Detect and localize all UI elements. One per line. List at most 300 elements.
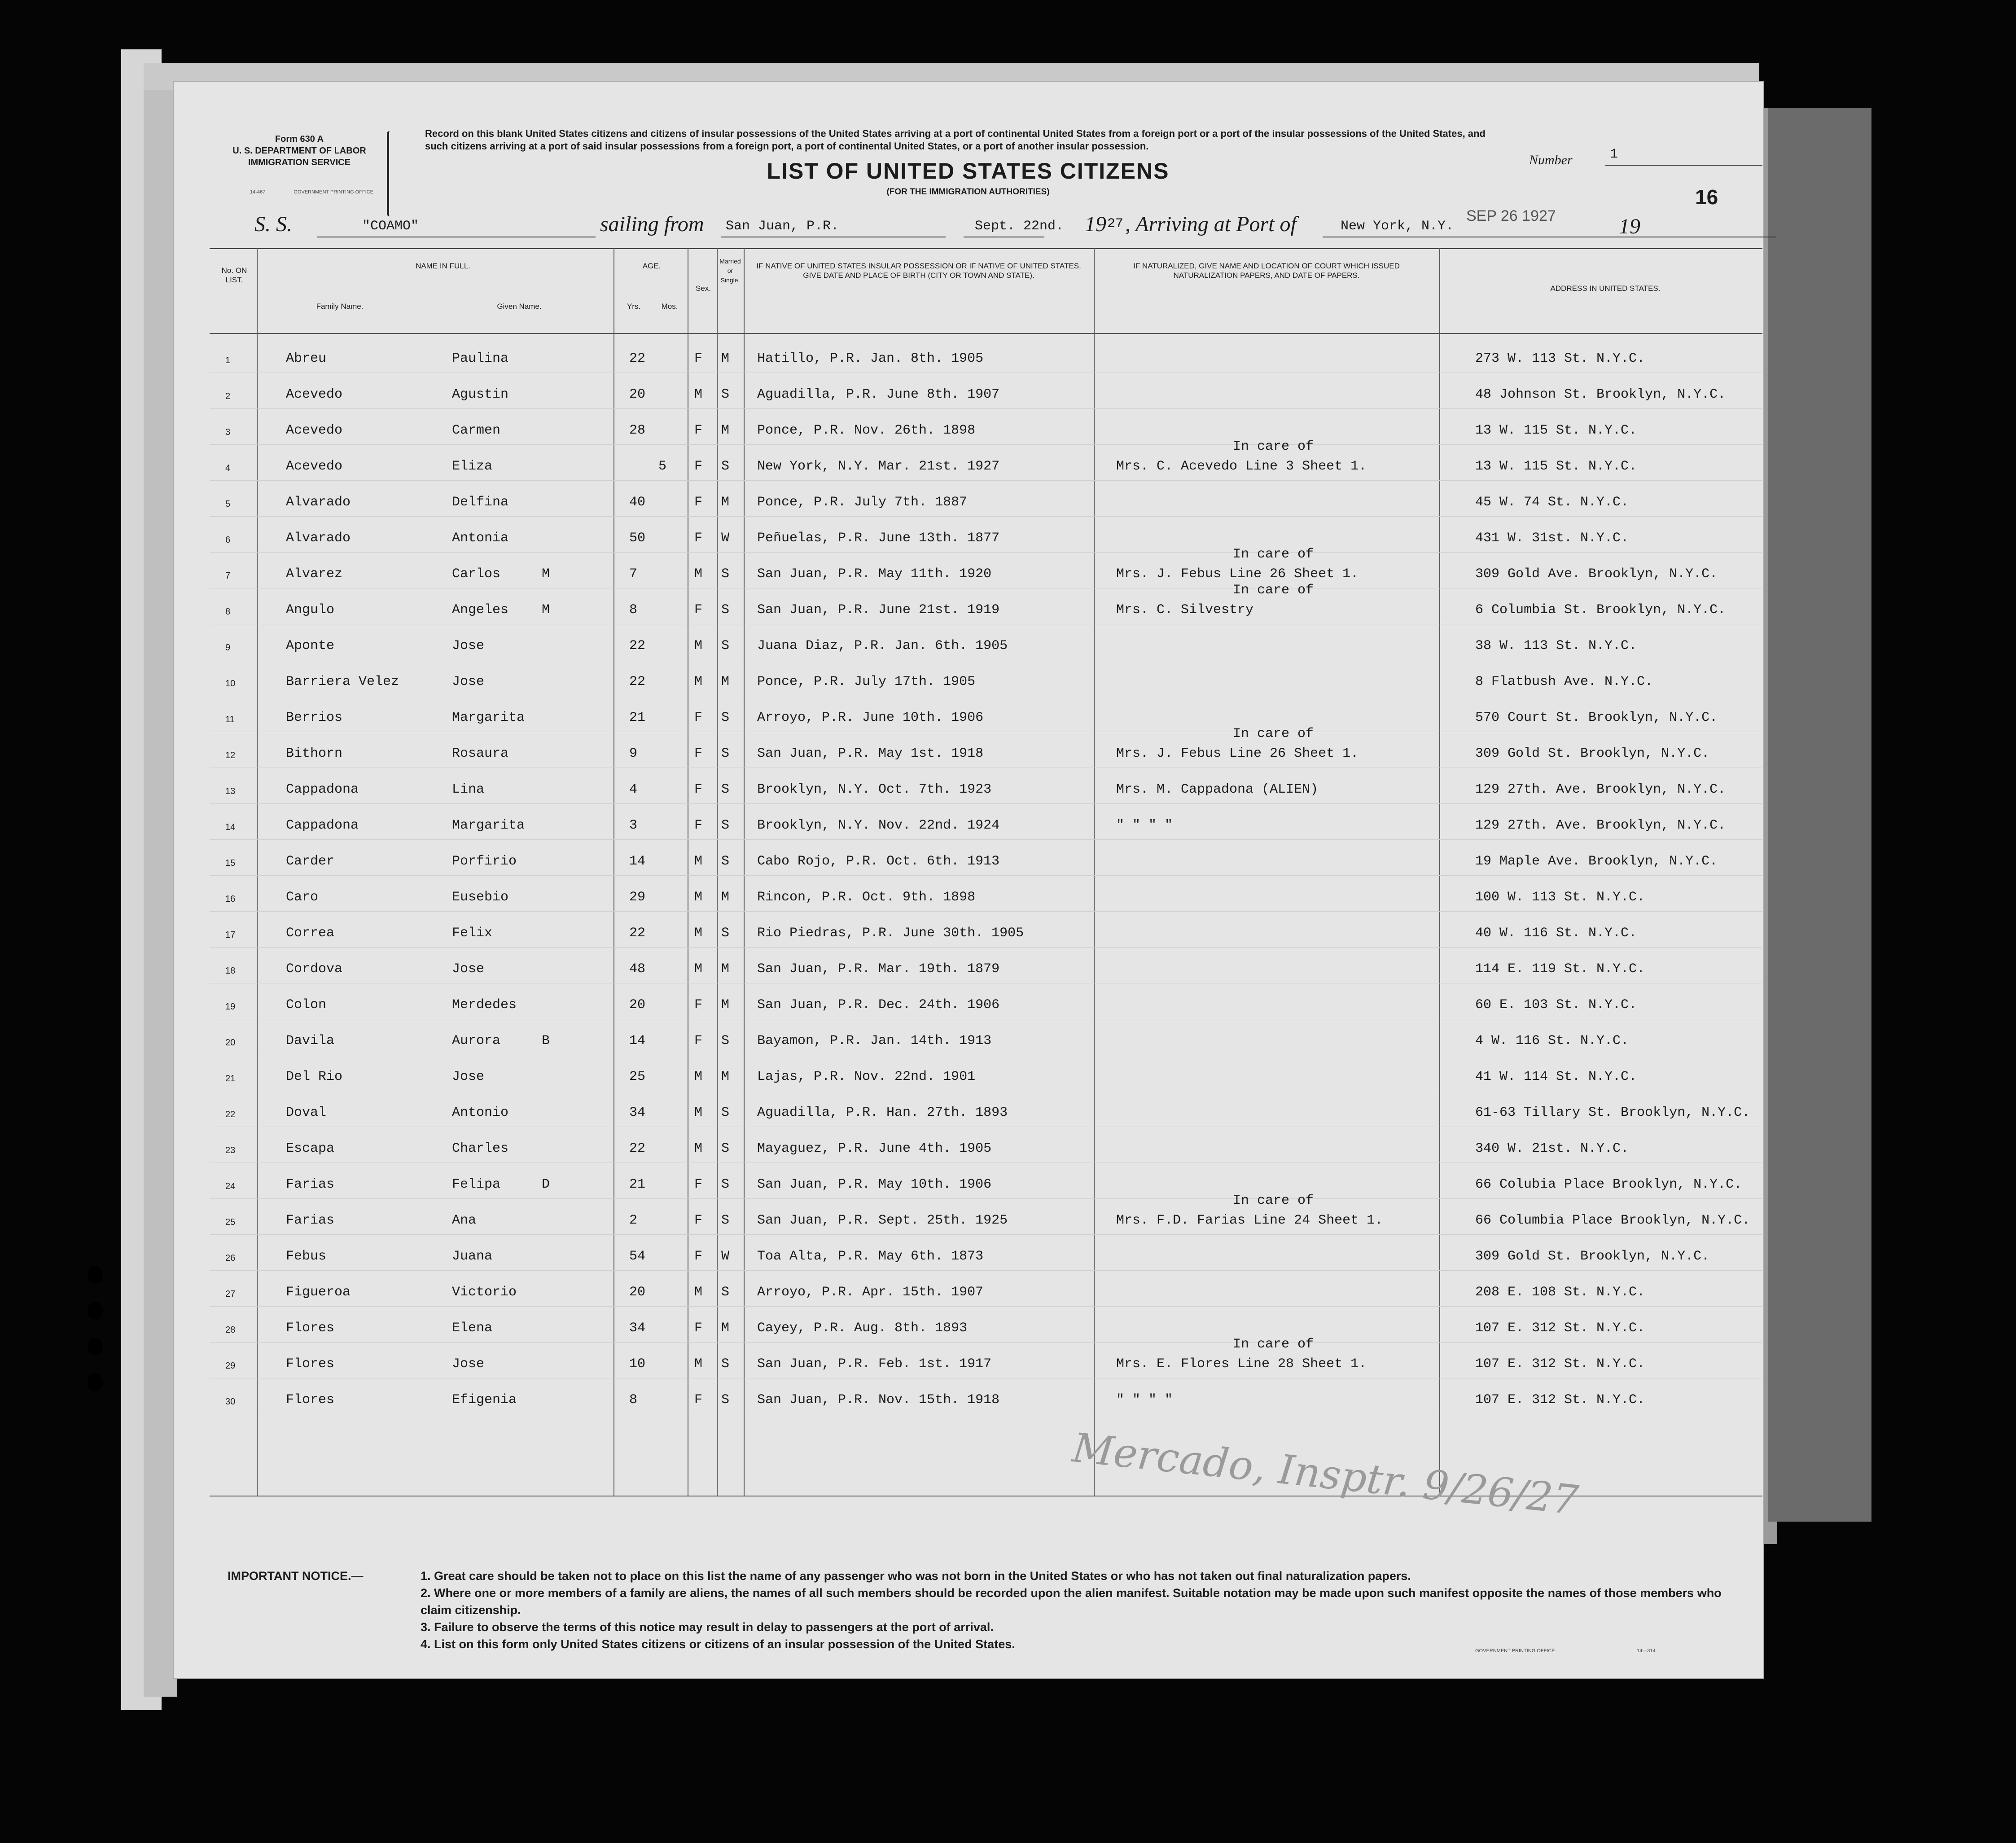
us-address: 40 W. 116 St. N.Y.C.	[1475, 926, 1637, 941]
name-mark: D	[542, 1177, 550, 1192]
naturalization-care: Mrs. F.D. Farias Line 24 Sheet 1.	[1116, 1213, 1383, 1228]
binder-hole	[88, 1266, 103, 1284]
birth-place-date: Arroyo, P.R. Apr. 15th. 1907	[757, 1285, 984, 1300]
us-address: 107 E. 312 St. N.Y.C.	[1475, 1392, 1645, 1408]
sex: F	[694, 459, 703, 474]
age-years: 22	[629, 351, 646, 366]
age-years: 3	[629, 818, 638, 833]
sex: F	[694, 1392, 703, 1408]
printing-code	[250, 189, 373, 195]
naturalization-care: " " " "	[1116, 818, 1173, 833]
row-rule	[210, 911, 1762, 912]
column-rule	[744, 248, 745, 1496]
marital-status: S	[721, 1213, 730, 1228]
given-name: Paulina	[452, 351, 509, 366]
given-name: Efigenia	[452, 1392, 517, 1408]
notice-items	[421, 1567, 1740, 1653]
family-name: Flores	[286, 1356, 335, 1372]
family-name: Aponte	[286, 638, 335, 654]
us-address: 66 Columbia Place Brooklyn, N.Y.C.	[1475, 1213, 1750, 1228]
age-years: 22	[629, 638, 646, 654]
row-number: 13	[225, 786, 236, 796]
family-name: Doval	[286, 1105, 327, 1120]
age-years: 4	[629, 782, 638, 797]
naturalization-care: " " " "	[1116, 1392, 1173, 1408]
age-years: 8	[629, 602, 638, 618]
page-edge-right	[1768, 108, 1871, 1522]
us-address: 208 E. 108 St. N.Y.C.	[1475, 1285, 1645, 1300]
birth-place-date: Toa Alta, P.R. May 6th. 1873	[757, 1249, 984, 1264]
row-rule	[210, 1306, 1762, 1307]
row-rule	[210, 444, 1762, 445]
row-number: 4	[225, 463, 231, 473]
birth-place-date: Peñuelas, P.R. June 13th. 1877	[757, 531, 1000, 546]
row-number: 18	[225, 966, 236, 976]
naturalization-care: Mrs. J. Febus Line 26 Sheet 1.	[1116, 566, 1359, 582]
birth-place-date: San Juan, P.R. May 1st. 1918	[757, 746, 984, 761]
family-name: Flores	[286, 1392, 335, 1408]
sex: M	[694, 890, 703, 905]
us-address: 48 Johnson St. Brooklyn, N.Y.C.	[1475, 387, 1726, 402]
row-rule	[210, 947, 1762, 948]
family-name: Caro	[286, 890, 319, 905]
row-number: 15	[225, 858, 236, 868]
naturalization-care: Mrs. J. Febus Line 26 Sheet 1.	[1116, 746, 1359, 761]
us-address: 61-63 Tillary St. Brooklyn, N.Y.C.	[1475, 1105, 1750, 1120]
list-number-line	[1605, 165, 1762, 166]
in-care-of-label: In care of	[1233, 1193, 1314, 1208]
birth-place-date: Brooklyn, N.Y. Oct. 7th. 1923	[757, 782, 992, 797]
family-name: Flores	[286, 1321, 335, 1336]
birth-place-date: Cabo Rojo, P.R. Oct. 6th. 1913	[757, 854, 1000, 869]
birth-place-date: Lajas, P.R. Nov. 22nd. 1901	[757, 1069, 976, 1084]
given-name: Jose	[452, 638, 485, 654]
us-address: 309 Gold Ave. Brooklyn, N.Y.C.	[1475, 566, 1718, 582]
sex: F	[694, 818, 703, 833]
header-married-single: Married or Single.	[719, 258, 741, 284]
family-name: Figueroa	[286, 1285, 351, 1300]
family-name: Davila	[286, 1033, 335, 1049]
row-number: 16	[225, 894, 236, 904]
us-address: 114 E. 119 St. N.Y.C.	[1475, 961, 1645, 977]
header-naturalization: IF NATURALIZED, GIVE NAME AND LOCATION OF COURT WHICH ISSUED NATURALIZATION PAPERS, AND DATE OF PAPERS.	[1133, 262, 1400, 280]
row-number: 25	[225, 1217, 236, 1227]
row-number: 6	[225, 535, 231, 545]
marital-status: M	[721, 961, 730, 977]
family-name: Acevedo	[286, 387, 343, 402]
handwritten-bracket	[387, 131, 394, 216]
in-care-of-label: In care of	[1233, 547, 1314, 562]
row-rule	[210, 803, 1762, 804]
list-number-label: Number	[1529, 153, 1573, 167]
form-subtitle: (FOR THE IMMIGRATION AUTHORITIES)	[886, 187, 1050, 197]
family-name: Cappadona	[286, 818, 359, 833]
table-header-rule	[210, 333, 1762, 334]
arrival-year-prefix: 19	[1619, 215, 1640, 238]
row-rule	[210, 839, 1762, 840]
sex: F	[694, 1249, 703, 1264]
marital-status: S	[721, 1392, 730, 1408]
name-mark: M	[542, 566, 550, 582]
us-address: 66 Colubia Place Brooklyn, N.Y.C.	[1475, 1177, 1742, 1192]
marital-status: S	[721, 746, 730, 761]
row-number: 29	[225, 1361, 236, 1371]
family-name: Farias	[286, 1177, 335, 1192]
binder-hole	[88, 1302, 103, 1320]
birth-place-date: Aguadilla, P.R. June 8th. 1907	[757, 387, 1000, 402]
row-number: 23	[225, 1145, 236, 1155]
sex: F	[694, 1321, 703, 1336]
given-name: Aurora	[452, 1033, 501, 1049]
age-years: 20	[629, 997, 646, 1013]
us-address: 41 W. 114 St. N.Y.C.	[1475, 1069, 1637, 1084]
given-name: Ana	[452, 1213, 477, 1228]
sex: F	[694, 602, 703, 618]
us-address: 13 W. 115 St. N.Y.C.	[1475, 459, 1637, 474]
birth-place-date: San Juan, P.R. May 10th. 1906	[757, 1177, 992, 1192]
row-number: 7	[225, 571, 231, 581]
family-name: Correa	[286, 926, 335, 941]
sex: M	[694, 854, 703, 869]
family-name: Barriera Velez	[286, 674, 399, 689]
header-name-in-full: NAME IN FULL.	[416, 262, 470, 270]
us-address: 431 W. 31st. N.Y.C.	[1475, 531, 1629, 546]
family-name: Colon	[286, 997, 327, 1013]
header-age: AGE.	[642, 262, 661, 270]
age-months: 5	[658, 459, 667, 474]
age-years: 9	[629, 746, 638, 761]
us-address: 309 Gold St. Brooklyn, N.Y.C.	[1475, 746, 1710, 761]
service-name: IMMIGRATION SERVICE	[248, 158, 351, 167]
sex: F	[694, 351, 703, 366]
row-rule	[210, 1198, 1762, 1199]
age-years: 40	[629, 495, 646, 510]
given-name: Lina	[452, 782, 485, 797]
given-name: Merdedes	[452, 997, 517, 1013]
given-name: Jose	[452, 1069, 485, 1084]
notice-item: 3. Failure to observe the terms of this notice may result in delay to passengers at the port of arrival.	[421, 1620, 994, 1634]
family-name: Acevedo	[286, 423, 343, 438]
us-address: 6 Columbia St. Brooklyn, N.Y.C.	[1475, 602, 1726, 618]
naturalization-care: Mrs. C. Silvestry	[1116, 602, 1254, 618]
year-suffix: 27	[1107, 216, 1124, 232]
sex: M	[694, 1356, 703, 1372]
department-name: U. S. DEPARTMENT OF LABOR	[232, 146, 366, 156]
row-number: 24	[225, 1181, 236, 1191]
family-name: Acevedo	[286, 459, 343, 474]
marital-status: S	[721, 1033, 730, 1049]
naturalization-care: Mrs. E. Flores Line 28 Sheet 1.	[1116, 1356, 1367, 1372]
row-number: 21	[225, 1074, 236, 1084]
birth-place-date: New York, N.Y. Mar. 21st. 1927	[757, 459, 1000, 474]
age-years: 22	[629, 1141, 646, 1156]
naturalization-care: Mrs. M. Cappadona (ALIEN)	[1116, 782, 1319, 797]
marital-status: S	[721, 926, 730, 941]
age-years: 21	[629, 1177, 646, 1192]
sailing-label: sailing from	[600, 212, 704, 236]
sex: M	[694, 1141, 703, 1156]
age-years: 20	[629, 387, 646, 402]
us-address: 38 W. 113 St. N.Y.C.	[1475, 638, 1637, 654]
sex: M	[694, 1285, 703, 1300]
sex: F	[694, 1177, 703, 1192]
us-address: 60 E. 103 St. N.Y.C.	[1475, 997, 1637, 1013]
row-number: 1	[225, 355, 231, 365]
marital-status: M	[721, 423, 730, 438]
column-rule	[1439, 248, 1440, 1496]
age-years: 2	[629, 1213, 638, 1228]
row-rule	[210, 1234, 1762, 1235]
age-years: 7	[629, 566, 638, 582]
header-given-name: Given Name.	[497, 302, 542, 311]
birth-place-date: Hatillo, P.R. Jan. 8th. 1905	[757, 351, 984, 366]
birth-place-date: Aguadilla, P.R. Han. 27th. 1893	[757, 1105, 1008, 1120]
in-care-of-label: In care of	[1233, 439, 1314, 454]
family-name: Del Rio	[286, 1069, 343, 1084]
given-name: Juana	[452, 1249, 493, 1264]
us-address: 100 W. 113 St. N.Y.C.	[1475, 890, 1645, 905]
given-name: Eusebio	[452, 890, 509, 905]
birth-place-date: Ponce, P.R. Nov. 26th. 1898	[757, 423, 976, 438]
age-years: 14	[629, 1033, 646, 1049]
age-years: 34	[629, 1105, 646, 1120]
row-number: 3	[225, 427, 231, 437]
marital-status: S	[721, 710, 730, 725]
us-address: 107 E. 312 St. N.Y.C.	[1475, 1321, 1645, 1336]
us-address: 309 Gold St. Brooklyn, N.Y.C.	[1475, 1249, 1710, 1264]
sex: M	[694, 566, 703, 582]
age-years: 54	[629, 1249, 646, 1264]
sex: F	[694, 710, 703, 725]
notice-item: 1. Great care should be taken not to place on this list the name of any passenger who was not born in the United States or who has not taken out final naturalization papers.	[421, 1569, 1411, 1583]
marital-status: S	[721, 387, 730, 402]
age-years: 10	[629, 1356, 646, 1372]
birth-place-date: San Juan, P.R. Feb. 1st. 1917	[757, 1356, 992, 1372]
header-years: Yrs.	[627, 302, 641, 311]
inspector-signature: Mercado, Insptr. 9/26/27	[1070, 1424, 1581, 1524]
marital-status: S	[721, 459, 730, 474]
row-number: 14	[225, 822, 236, 832]
row-rule	[210, 516, 1762, 517]
sex: F	[694, 1033, 703, 1049]
row-rule	[210, 480, 1762, 481]
arriving-label: , Arriving at Port of	[1125, 212, 1297, 236]
column-rule	[257, 248, 258, 1496]
age-years: 28	[629, 423, 646, 438]
row-number: 2	[225, 391, 231, 401]
marital-status: W	[721, 531, 730, 546]
birth-place-date: Rio Piedras, P.R. June 30th. 1905	[757, 926, 1024, 941]
departure-date: Sept. 22nd.	[975, 219, 1064, 234]
row-rule	[210, 875, 1762, 876]
family-name: Angulo	[286, 602, 335, 618]
marital-status: S	[721, 1285, 730, 1300]
marital-status: S	[721, 1356, 730, 1372]
age-years: 20	[629, 1285, 646, 1300]
given-name: Felipa	[452, 1177, 501, 1192]
family-name: Carder	[286, 854, 335, 869]
form-instructions: Record on this blank United States citizens and citizens of insular possessions of the United States arriving at a port of continental United States from a foreign port or a port of the insular possessions of the United States, and such citizens arriving at a port of said insular possessions from a foreign port, a port of continental United States, or a port of another insular possession.	[425, 128, 1486, 152]
manifest-sheet	[173, 81, 1764, 1679]
birth-place-date: San Juan, P.R. Nov. 15th. 1918	[757, 1392, 1000, 1408]
marital-status: S	[721, 782, 730, 797]
marital-status: S	[721, 638, 730, 654]
given-name: Victorio	[452, 1285, 517, 1300]
row-number: 20	[225, 1038, 236, 1048]
birth-place-date: Brooklyn, N.Y. Nov. 22nd. 1924	[757, 818, 1000, 833]
ship-name: "COAMO"	[362, 219, 419, 234]
birth-place-date: San Juan, P.R. Mar. 19th. 1879	[757, 961, 1000, 977]
in-care-of-label: In care of	[1233, 583, 1314, 598]
binder-hole	[88, 1373, 103, 1391]
birth-place-date: Juana Diaz, P.R. Jan. 6th. 1905	[757, 638, 1008, 654]
age-years: 48	[629, 961, 646, 977]
header-family-name: Family Name.	[316, 302, 364, 311]
birth-place-date: Cayey, P.R. Aug. 8th. 1893	[757, 1321, 968, 1336]
notice-item: 2. Where one or more members of a family are aliens, the names of all such members should be recorded upon the alien manifest. Suitable notation may be made upon such manifest opposite the names of those members who claim citizenship.	[421, 1586, 1722, 1617]
header-months: Mos.	[661, 302, 678, 311]
ss-label: S. S.	[254, 212, 292, 236]
marital-status: M	[721, 495, 730, 510]
arrival-date-stamp: SEP 26 1927	[1466, 207, 1556, 224]
birth-place-date: San Juan, P.R. June 21st. 1919	[757, 602, 1000, 618]
family-name: Bithorn	[286, 746, 343, 761]
list-number-value: 1	[1610, 147, 1618, 162]
us-address: 45 W. 74 St. N.Y.C.	[1475, 495, 1629, 510]
given-name: Angeles	[452, 602, 509, 618]
marital-status: S	[721, 566, 730, 582]
printing-office: GOVERNMENT PRINTING OFFICE	[294, 189, 373, 195]
age-years: 25	[629, 1069, 646, 1084]
given-name: Jose	[452, 674, 485, 689]
sex: M	[694, 926, 703, 941]
sex: M	[694, 638, 703, 654]
given-name: Margarita	[452, 710, 525, 725]
marital-status: M	[721, 351, 730, 366]
marital-status: M	[721, 1321, 730, 1336]
given-name: Antonio	[452, 1105, 509, 1120]
marital-status: W	[721, 1249, 730, 1264]
row-rule	[210, 552, 1762, 553]
age-years: 8	[629, 1392, 638, 1408]
header-sex: Sex.	[695, 284, 711, 293]
marital-status: M	[721, 674, 730, 689]
printing-code-number: 14-467	[250, 189, 266, 195]
given-name: Delfina	[452, 495, 509, 510]
family-name: Farias	[286, 1213, 335, 1228]
name-mark: B	[542, 1033, 550, 1049]
page-number: 16	[1695, 185, 1718, 209]
age-years: 29	[629, 890, 646, 905]
page-edge-left-inner	[144, 72, 177, 1697]
sex: F	[694, 997, 703, 1013]
given-name: Antonia	[452, 531, 509, 546]
marital-status: M	[721, 1069, 730, 1084]
us-address: 13 W. 115 St. N.Y.C.	[1475, 423, 1637, 438]
sex: F	[694, 782, 703, 797]
row-number: 11	[225, 715, 235, 724]
us-address: 129 27th. Ave. Brooklyn, N.Y.C.	[1475, 818, 1726, 833]
in-care-of-label: In care of	[1233, 1337, 1314, 1352]
marital-status: S	[721, 1177, 730, 1192]
given-name: Rosaura	[452, 746, 509, 761]
birth-place-date: San Juan, P.R. May 11th. 1920	[757, 566, 992, 582]
printer-name: GOVERNMENT PRINTING OFFICE	[1475, 1648, 1555, 1654]
row-number: 30	[225, 1397, 236, 1407]
age-years: 50	[629, 531, 646, 546]
marital-status: S	[721, 602, 730, 618]
row-number: 10	[225, 679, 236, 689]
in-care-of-label: In care of	[1233, 726, 1314, 742]
family-name: Alvarez	[286, 566, 343, 582]
sex: F	[694, 746, 703, 761]
marital-status: S	[721, 1141, 730, 1156]
birth-place-date: Ponce, P.R. July 7th. 1887	[757, 495, 968, 510]
arrival-port: New York, N.Y.	[1341, 219, 1454, 234]
row-rule	[210, 1342, 1762, 1343]
marital-status: S	[721, 854, 730, 869]
us-address: 4 W. 116 St. N.Y.C.	[1475, 1033, 1629, 1049]
sex: M	[694, 387, 703, 402]
header-place-of-birth: IF NATIVE OF UNITED STATES INSULAR POSSESSION OR IF NATIVE OF UNITED STATES, GIVE DATE AND PLACE OF BIRTH (CITY OR TOWN AND STATE).	[756, 262, 1081, 280]
row-number: 12	[225, 750, 236, 760]
name-mark: M	[542, 602, 550, 618]
column-rule	[1094, 248, 1095, 1496]
given-name: Jose	[452, 1356, 485, 1372]
naturalization-care: Mrs. C. Acevedo Line 3 Sheet 1.	[1116, 459, 1367, 474]
family-name: Alvarado	[286, 531, 351, 546]
header-address: ADDRESS IN UNITED STATES.	[1550, 284, 1661, 293]
sex: M	[694, 674, 703, 689]
sex: M	[694, 1105, 703, 1120]
age-years: 34	[629, 1321, 646, 1336]
given-name: Jose	[452, 961, 485, 977]
sex: F	[694, 423, 703, 438]
given-name: Eliza	[452, 459, 493, 474]
row-number: 19	[225, 1002, 236, 1012]
row-rule	[210, 1270, 1762, 1271]
family-name: Escapa	[286, 1141, 335, 1156]
given-name: Porfirio	[452, 854, 517, 869]
row-number: 9	[225, 643, 231, 653]
row-rule	[210, 408, 1762, 409]
us-address: 107 E. 312 St. N.Y.C.	[1475, 1356, 1645, 1372]
notice-item: 4. List on this form only United States citizens or citizens of an insular possession of the United States.	[421, 1637, 1015, 1651]
us-address: 340 W. 21st. N.Y.C.	[1475, 1141, 1629, 1156]
sex: M	[694, 1069, 703, 1084]
given-name: Carmen	[452, 423, 501, 438]
age-years: 14	[629, 854, 646, 869]
form-number: Form 630 A	[275, 134, 324, 144]
row-number: 17	[225, 930, 236, 940]
us-address: 273 W. 113 St. N.Y.C.	[1475, 351, 1645, 366]
marital-status: M	[721, 890, 730, 905]
birth-place-date: Rincon, P.R. Oct. 9th. 1898	[757, 890, 976, 905]
printer-code: 14—314	[1637, 1648, 1656, 1654]
sex: F	[694, 531, 703, 546]
marital-status: S	[721, 1105, 730, 1120]
table-top-rule	[210, 248, 1762, 249]
sex: M	[694, 961, 703, 977]
form-title: LIST OF UNITED STATES CITIZENS	[767, 158, 1170, 184]
given-name: Charles	[452, 1141, 509, 1156]
given-name: Agustin	[452, 387, 509, 402]
marital-status: M	[721, 997, 730, 1013]
us-address: 8 Flatbush Ave. N.Y.C.	[1475, 674, 1653, 689]
row-number: 27	[225, 1289, 236, 1299]
birth-place-date: San Juan, P.R. Dec. 24th. 1906	[757, 997, 1000, 1013]
age-years: 22	[629, 926, 646, 941]
